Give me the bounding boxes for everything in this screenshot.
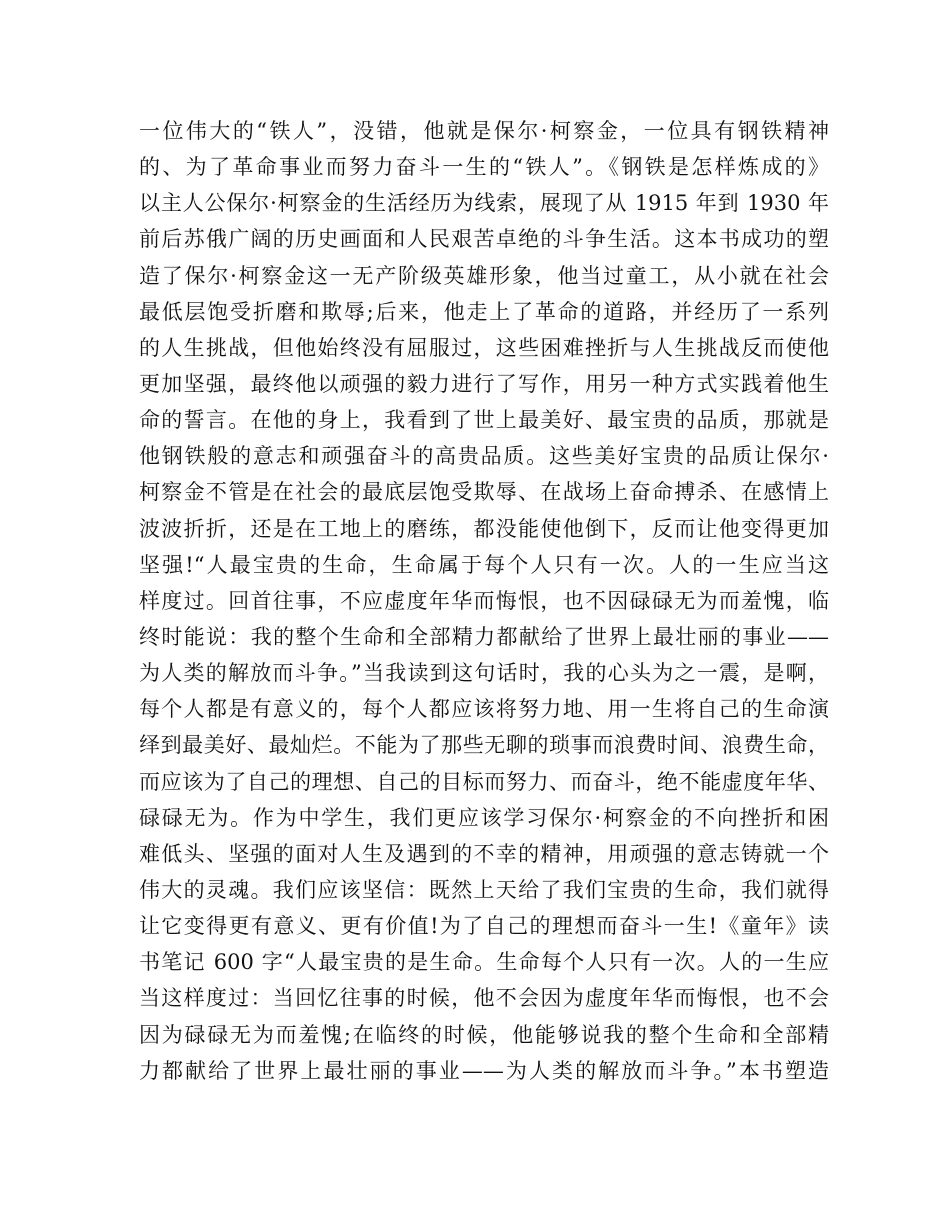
text-line: 柯察金不管是在社会的最底层饱受欺辱、在战场上奋命搏杀、在感情上 [139, 480, 829, 505]
text-line: 伟大的灵魂。我们应该坚信：既然上天给了我们宝贵的生命，我们就得 [139, 877, 829, 902]
text-line: 当这样度过：当回忆往事的时候，他不会因为虚度年华而悔恨，也不会 [139, 986, 829, 1011]
text-line: 坚强!“人最宝贵的生命，生命属于每个人只有一次。人的一生应当这 [139, 552, 829, 577]
text-line: 因为碌碌无为而羞愧;在临终的时候，他能够说我的整个生命和全部精 [139, 1022, 829, 1047]
text-line: 造了保尔·柯察金这一无产阶级英雄形象，他当过童工，从小就在社会 [139, 263, 829, 288]
text-line: 更加坚强，最终他以顽强的毅力进行了写作，用另一种方式实践着他生 [139, 371, 829, 396]
text-line: 前后苏俄广阔的历史画面和人民艰苦卓绝的斗争生活。这本书成功的塑 [139, 227, 829, 252]
text-line: 他钢铁般的意志和顽强奋斗的高贵品质。这些美好宝贵的品质让保尔· [139, 444, 829, 469]
text-line: 每个人都是有意义的，每个人都应该将努力地、用一生将自己的生命演 [139, 697, 829, 722]
text-line: 以主人公保尔·柯察金的生活经历为线索，展现了从 1915 年到 1930 年 [139, 191, 829, 216]
text-line: 让它变得更有意义、更有价值!为了自己的理想而奋斗一生!《童年》读 [139, 914, 829, 939]
text-line: 最低层饱受折磨和欺辱;后来，他走上了革命的道路，并经历了一系列 [139, 299, 829, 324]
text-line: 一位伟大的“铁人”，没错，他就是保尔·柯察金，一位具有钢铁精神 [139, 119, 829, 143]
text-line: 绎到最美好、最灿烂。不能为了那些无聊的琐事而浪费时间、浪费生命， [139, 733, 829, 758]
text-line: 为人类的解放而斗争。”当我读到这句话时，我的心头为之一震，是啊， [139, 661, 829, 686]
text-line: 力都献给了世界上最壮丽的事业——为人类的解放而斗争。”本书塑造 [139, 1058, 829, 1083]
text-line: 样度过。回首往事，不应虚度年华而悔恨，也不因碌碌无为而羞愧，临 [139, 588, 829, 613]
text-line: 终时能说：我的整个生命和全部精力都献给了世界上最壮丽的事业—— [139, 624, 829, 649]
body-text [139, 113, 829, 1089]
text-line: 命的誓言。在他的身上，我看到了世上最美好、最宝贵的品质，那就是 [139, 408, 829, 433]
text-line: 波波折折，还是在工地上的磨练，都没能使他倒下，反而让他变得更加 [139, 516, 829, 541]
text-line: 难低头、坚强的面对人生及遇到的不幸的精神，用顽强的意志铸就一个 [139, 841, 829, 866]
text-line: 书笔记 600 字“人最宝贵的是生命。生命每个人只有一次。人的一生应 [139, 950, 829, 975]
text-line: 而应该为了自己的理想、自己的目标而努力、而奋斗，绝不能虚度年华、 [139, 769, 829, 794]
text-line: 碌碌无为。作为中学生，我们更应该学习保尔·柯察金的不向挫折和困 [139, 805, 829, 830]
text-line: 的、为了革命事业而努力奋斗一生的“铁人”。《钢铁是怎样炼成的》 [139, 155, 829, 180]
text-line: 的人生挑战，但他始终没有屈服过，这些困难挫折与人生挑战反而使他 [139, 335, 829, 360]
